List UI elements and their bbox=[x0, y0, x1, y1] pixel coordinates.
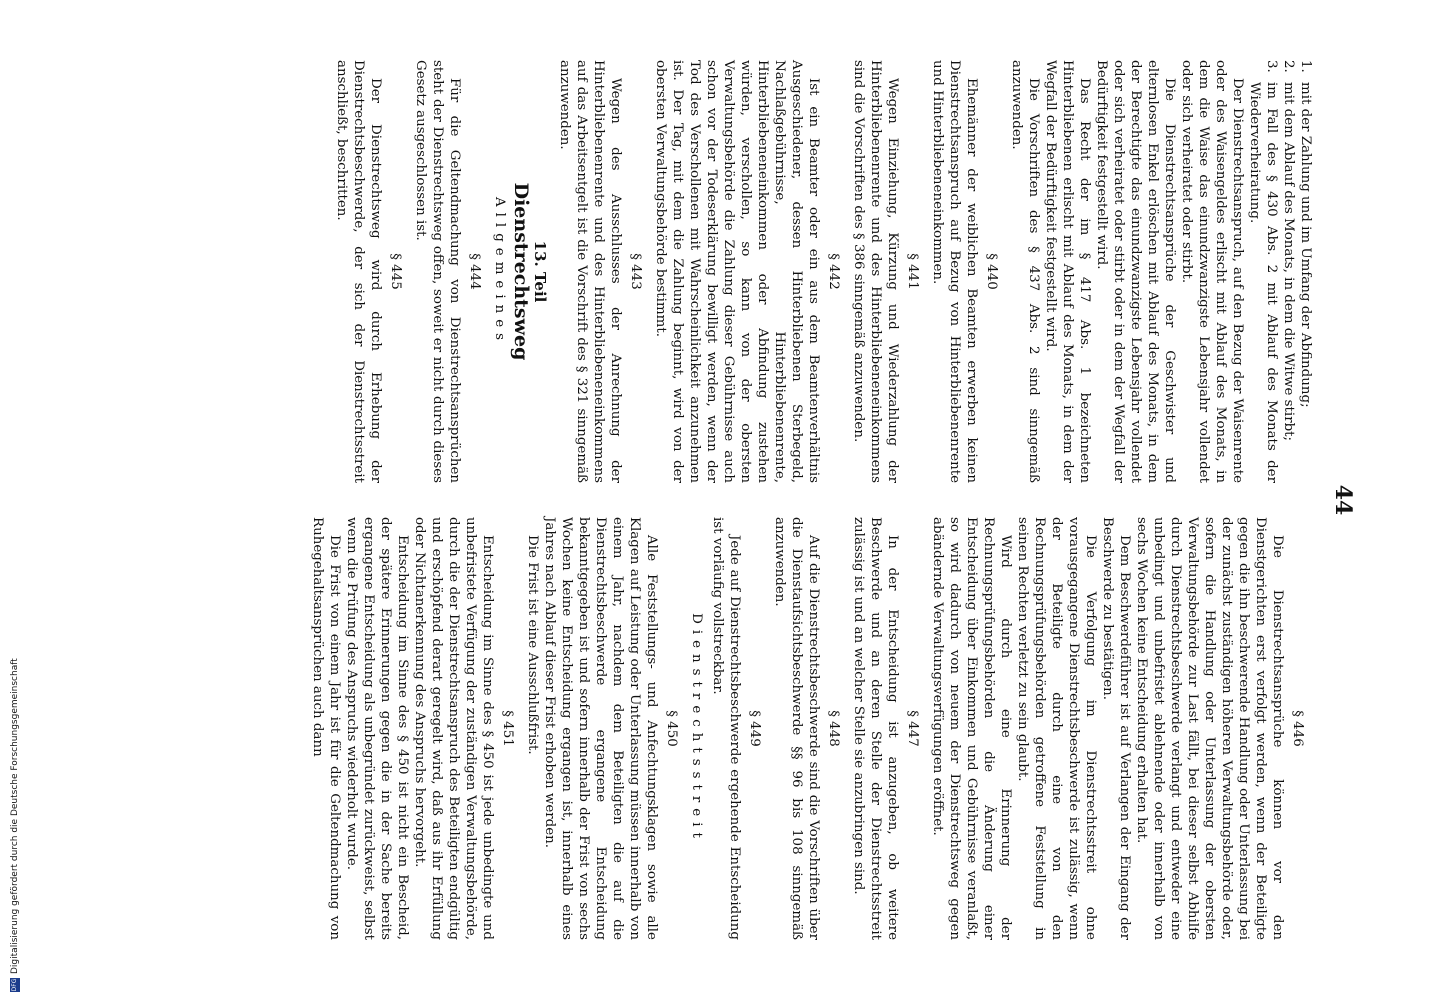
section-heading: § 445 bbox=[388, 253, 403, 290]
footer-text: Digitalisierung gefördert durch die Deutsche Forschungsgemeinschaft bbox=[10, 658, 20, 974]
part-subtitle: Allgemeines bbox=[492, 196, 507, 347]
part-number: 13. Teil bbox=[531, 240, 549, 303]
part-title: Dienstrechtsweg bbox=[510, 182, 532, 361]
section-heading: § 443 bbox=[628, 253, 643, 290]
page-columns bbox=[309, 60, 1314, 940]
paragraph: Die Dienstrechtsansprüche können vor den Dienstgerichten erst verfolgt werden, wenn der Beteiligte gegen die ihn beschwerende Handlung oder Unterlassung bei der zunächst zuständigen höheren Verwaltungsbehörde oder, sofern die Handlung oder Unterlassung der obersten Verwaltungsbehörde zur Last fällt, bei dieser selbst Abhilfe durch Dienstrechtsbeschwerde verlangt und entweder eine unbedingt und unbefristet ablehnende oder innerhalb von sechs Wochen keine Entscheidung erhalten hat. bbox=[1134, 517, 1285, 940]
paragraph: Wegen des Ausschlusses der Anrechnung der Hinterbliebenenrente und des Hinterbliebeneneinkommens auf das Arbeitsentgelt ist die Vorschrift des § 321 sinngemäß anzuwenden. bbox=[557, 60, 623, 483]
section-heading: § 440 bbox=[984, 253, 999, 290]
paragraph: Der Dienstrechtsweg wird durch Erhebung der Dienstrechtsbeschwerde, der sich der Dienstrechtsstreit anschließt, beschritten. bbox=[334, 60, 383, 483]
section-heading: § 449 bbox=[747, 710, 762, 747]
subsection-title: Dienstrechtsstreit bbox=[689, 613, 704, 844]
paragraph: Dem Beschwerdeführer ist auf Verlangen der Eingang der Beschwerde zu bestätigen. bbox=[1100, 517, 1132, 940]
section-heading: § 442 bbox=[826, 253, 841, 290]
paragraph: Das Recht der im § 417 Abs. 1 bezeichneten Hinterbliebenen erlischt mit Ablauf des Monats, in dem der Wegfall der Bedürftigkeit festgestellt wird. bbox=[1043, 60, 1092, 483]
paragraph: Die Verfolgung im Dienstrechtsstreit ohne vorausgegangene Dienstrechtsbeschwerde ist zulässig, wenn der Beteiligte durch eine von den Rechnungsprüfungsbehörden getroffene Feststellung in seinen Rechten verletzt zu sein glaubt. bbox=[1015, 517, 1098, 940]
left-column bbox=[309, 60, 1314, 483]
paragraph: Wegen Einziehung, Kürzung und Wiederzahlung der Hinterbliebenenrente und des Hinterbliebeneneinkommens sind die Vorschriften des § 386 sinngemäß anzuwenden. bbox=[851, 60, 900, 483]
section-heading: § 446 bbox=[1290, 710, 1305, 747]
paragraph: Alle Feststellungs- und Anfechtungsklagen sowie alle Klagen auf Leistung oder Unterlassung müssen innerhalb von einem Jahr, nachdem dem Beteiligten die auf die Dienstrechtsbeschwerde ergangene Entscheidung bekanntgegeben ist und sofern innerhalb der Frist von sechs Wochen keine Entscheidung ergangen ist, innerhalb eines Jahres nach Ablauf dieser Frist erhoben werden. bbox=[542, 517, 659, 940]
paragraph: Auf die Dienstrechtsbeschwerde sind die Vorschriften über die Dienstaufsichtsbeschwerde §§ 96 bis 108 sinngemäß anzuwenden. bbox=[772, 517, 821, 940]
paragraph: Die Dienstrechtsansprüche der Geschwister und elternlosen Enkel erlöschen mit Ablauf des Monats, in dem der Berechtigte das einundzwanzigste Lebensjahr vollendet oder sich verheiratet oder stirbt oder in dem der Wegfall der Bedürftigkeit festgestellt wird. bbox=[1094, 60, 1177, 483]
paragraph: In der Entscheidung ist anzugeben, ob weitere Beschwerde und an deren Stelle der Dienstrechtsstreit zulässig ist und an welcher Stelle sie anzubringen sind. bbox=[851, 517, 900, 940]
right-column bbox=[309, 517, 1314, 940]
footer-credit bbox=[0, 0, 30, 1000]
paragraph: Ehemänner der weiblichen Beamten erwerben keinen Dienstrechtsanspruch auf Bezug von Hinterbliebenenrente und Hinterbliebeneneinkommen. bbox=[930, 60, 979, 483]
section-heading: § 447 bbox=[905, 710, 920, 747]
paragraph: Entscheidung im Sinne des § 450 ist jede unbedingte und unbefristete Verfügung der zuständigen Verwaltungsbehörde, durch die der Dienstrechtsanspruch des Beteiligten endgültig und erschöpfend derart geregelt wird, daß aus ihr Erfüllung oder Nichtanerkennung des Anspruchs hervorgeht. bbox=[412, 517, 495, 940]
paragraph: Die Vorschriften des § 437 Abs. 2 sind sinngemäß anzuwenden. bbox=[1009, 60, 1041, 483]
list-item: 1.mit der Zahlung und im Umfang der Abfindung; bbox=[1298, 60, 1313, 408]
paragraph: Der Dienstrechtsanspruch, auf den Bezug der Waisenrente oder des Waisengeldes erlischt mit Ablauf des Monats, in dem die Waise das einundzwanzigste Lebensjahr vollendet oder sich verheiratet oder stirbt. bbox=[1179, 60, 1245, 483]
paragraph: Jede auf Dienstrechtsbeschwerde ergehende Entscheidung ist vorläufig vollstreckbar. bbox=[710, 517, 742, 940]
paragraph: Ist ein Beamter oder ein aus dem Beamtenverhältnis Ausgeschiedener, dessen Hinterbliebenen Sterbegeld, Nachlaßgebührnisse, Hinterbliebenenrente, Hinterbliebeneneinkommen oder Abfindung zustehen würden, verschollen, so kann von der obersten Verwaltungsbehörde die Zahlung dieser Gebührnisse auch schon vor der Todeserklärung bewilligt werden, wenn der Tod des Verschollenen mit Wahrscheinlichkeit anzunehmen ist. Der Tag, mit dem die Zahlung beginnt, wird von der obersten Verwaltungsbehörde bestimmt. bbox=[653, 60, 821, 483]
section-heading: § 441 bbox=[905, 253, 920, 290]
page-number: 44 bbox=[1330, 484, 1356, 516]
list-item: 2.mit dem Ablauf des Monats, in dem die Witwe stirbt; bbox=[1281, 60, 1296, 442]
paragraph: Entscheidung im Sinne des § 450 ist nicht ein Bescheid, der spätere Erinnerungen gegen die in der Sache bereits ergangene Entscheidung als unbegründet zurückweist, selbst wenn die Prüfung des Anspruchs wiederholt wurde. bbox=[344, 517, 410, 940]
paragraph: Die Frist von einem Jahr ist für die Geltendmachung von Ruhegehaltsansprüchen auch dann bbox=[310, 517, 342, 940]
section-heading: § 448 bbox=[826, 710, 841, 747]
paragraph: Die Frist ist eine Ausschlußfrist. bbox=[525, 535, 540, 755]
paragraph: Für die Geltendmachung von Dienstrechtsansprüchen steht der Dienstrechtsweg offen, soweit er nicht durch dieses Gesetz ausgeschlossen ist. bbox=[413, 60, 462, 483]
dfg-logo: DFG bbox=[11, 978, 18, 992]
section-heading: § 451 bbox=[500, 710, 515, 747]
section-heading: § 450 bbox=[664, 710, 679, 747]
list-item: 3.im Fall des § 430 Abs. 2 mit Ablauf des Monats der Wiederverheiratung. bbox=[1247, 60, 1279, 483]
paragraph: Wird durch eine Erinnerung der Rechnungsprüfungsbehörden die Änderung einer Entscheidung über Einkommen und Gebührnisse veranlaßt, so wird dadurch von neuem der Dienstrechtsweg gegen abändernde Verwaltungsverfügungen eröffnet. bbox=[930, 517, 1013, 940]
section-heading: § 444 bbox=[467, 253, 482, 290]
